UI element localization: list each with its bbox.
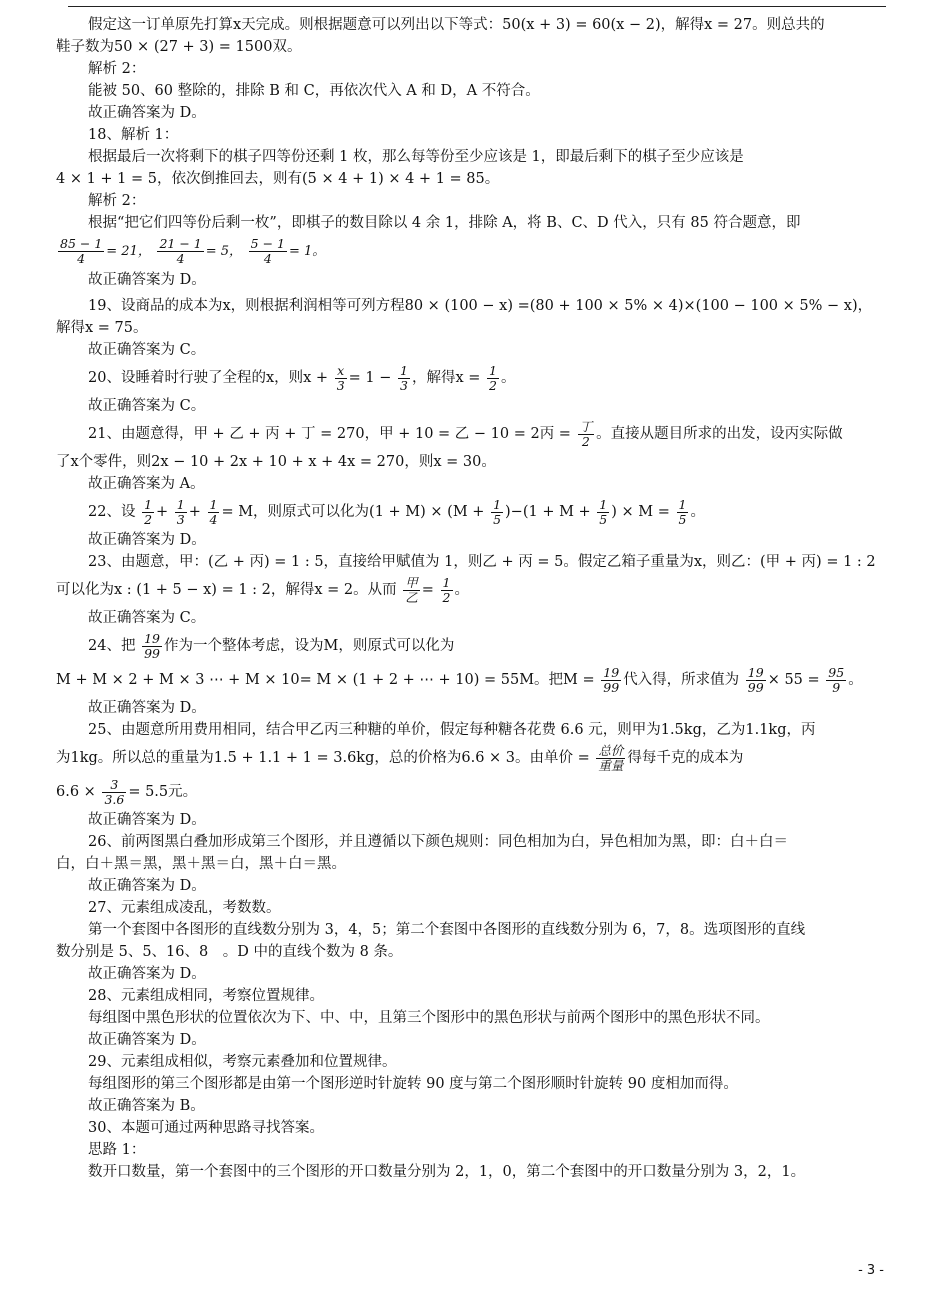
text-line: 每组图中黑色形状的位置依次为下、中、中，且第三个图形中的黑色形状与前两个图形中的黑色形状不同。 (88, 1010, 770, 1026)
answer-line: 故正确答案为 B。 (88, 1098, 205, 1114)
page-number: - 3 - (858, 1263, 884, 1278)
question-line: 24、把 $\frac{19}{99}$ 作为一个整体考虑，设为M，则原式可以化为 (88, 630, 455, 661)
formula-line: $\frac{85 - 1}{4}$ = 21， $\frac{21 - 1}{4}$ = 5， $\frac{5 - 1}{4}$ = 1。 (60, 235, 326, 266)
question-line: 29、元素组成相似，考察元素叠加和位置规律。 (88, 1054, 397, 1070)
fraction: $\frac{1}{2}$ (442, 574, 451, 605)
fraction: $\frac{19}{99}$ (144, 630, 160, 661)
fraction: $\frac{\text{甲}}{\text{乙}}$ (405, 574, 418, 605)
formula-line: 6.6 × $\frac{3}{3.6}$ = 5.5元。 (56, 776, 198, 807)
text-line: 解析 2： (88, 61, 146, 77)
answer-line: 故正确答案为 C。 (88, 610, 206, 626)
fraction: $\frac{1}{4}$ (209, 496, 218, 527)
question-line: 25、由题意所用费用相同，结合甲乙丙三种糖的单价，假定每种糖各花费 6.6 元，则甲为1.5kg，乙为1.1kg，丙 (88, 722, 816, 738)
header-rule (68, 6, 886, 7)
fraction: $\frac{21 - 1}{4}$ (159, 235, 202, 266)
text-line: 根据最后一次将剩下的棋子四等份还剩 1 枚，那么每等份至少应该是 1，即最后剩下的棋子至少应该是 (88, 149, 744, 165)
document-body (56, 14, 896, 1183)
answer-line: 故正确答案为 D。 (88, 812, 206, 828)
fraction: $\frac{95}{9}$ (828, 664, 845, 695)
question-heading: 18、解析 1： (88, 127, 179, 143)
formula-line: M + M × 2 + M × 3 ⋯ + M × 10= M × (1 + 2 + ⋯ + 10) = 55M。把M = $\frac{19}{99}$ 代入得，所求值为 $\frac{19}{99}$ × 55 = $\frac{95}{9}$ 。 (56, 664, 863, 695)
text-line: 白，白＋黑＝黑，黑＋黑＝白，黑＋白＝黑。 (56, 856, 346, 872)
question-line: 28、元素组成相同，考察位置规律。 (88, 988, 324, 1004)
fraction: $\frac{3}{3.6}$ (104, 776, 125, 807)
fraction: $\frac{19}{99}$ (747, 664, 764, 695)
text-line: 解析 2： (88, 193, 146, 209)
question-line: 22、设 $\frac{1}{2}$ + $\frac{1}{3}$ + $\frac{1}{4}$ = M，则原式可以化为(1 + M) × (M + $\frac{1}{5}$ )−(1 + M + $\frac{1}{5}$ ) × M = $\frac{1}{5}$ 。 (88, 496, 705, 527)
answer-line: 故正确答案为 D。 (88, 966, 206, 982)
answer-line: 故正确答案为 D。 (88, 532, 206, 548)
text-line: 数分别是 5、5、16、8 。D 中的直线个数为 8 条。 (56, 944, 403, 960)
text-line: 数开口数量，第一个套图中的三个图形的开口数量分别为 2，1，0，第二个套图中的开口数量分别为 3，2，1。 (88, 1164, 806, 1180)
fraction: $\frac{1}{5}$ (493, 496, 502, 527)
text-line: 4 × 1 + 1 = 5，依次倒推回去，则有(5 × 4 + 1) × 4 + 1 = 85。 (56, 171, 500, 187)
text-line: 第一个套图中各图形的直线数分别为 3，4，5；第二个套图中各图形的直线数分别为 6，7，8。选项图形的直线 (88, 922, 806, 938)
fraction: $\frac{1}{2}$ (144, 496, 153, 527)
fraction: $\frac{\text{丁}}{2}$ (579, 418, 593, 449)
fraction: $\frac{1}{5}$ (599, 496, 608, 527)
question-line: 20、设睡着时行驶了全程的x，则x + $\frac{x}{3}$ = 1 − $\frac{1}{3}$ ，解得x = $\frac{1}{2}$ 。 (88, 362, 516, 393)
answer-line: 故正确答案为 D。 (88, 700, 206, 716)
question-line: 19、设商品的成本为x，则根据利润相等可列方程80 × (100 − x) =(80 + 100 × 5% × 4)×(100 − 100 × 5% − x)， (88, 298, 873, 314)
text-line: 解得x = 75。 (56, 320, 148, 336)
fraction: $\frac{19}{99}$ (603, 664, 620, 695)
text-line: 为1kg。所以总的重量为1.5 + 1.1 + 1 = 3.6kg，总的价格为6.6 × 3。由单价 = $\frac{\text{总价}}{\text{重量}}$ 得每千克的成本为 (56, 742, 744, 773)
fraction: $\frac{1}{3}$ (400, 362, 408, 393)
answer-line: 故正确答案为 C。 (88, 398, 206, 414)
fraction: $\frac{85 - 1}{4}$ (60, 235, 103, 266)
answer-line: 故正确答案为 D。 (88, 878, 206, 894)
question-line: 27、元素组成凌乱，考数数。 (88, 900, 281, 916)
text-line: 每组图形的第三个图形都是由第一个图形逆时针旋转 90 度与第二个图形顺时针旋转 90 度相加而得。 (88, 1076, 738, 1092)
answer-line: 故正确答案为 D。 (88, 272, 206, 288)
fraction: $\frac{5 - 1}{4}$ (250, 235, 285, 266)
text-line: 鞋子数为50 × (27 + 3) = 1500双。 (56, 39, 302, 55)
text-line: 可以化为x : (1 + 5 − x) = 1 : 2，解得x = 2。从而 $\frac{\text{甲}}{\text{乙}}$ = $\frac{1}{2}$ 。 (56, 574, 469, 605)
fraction: $\frac{\text{总价}}{\text{重量}}$ (598, 742, 624, 773)
question-line: 30、本题可通过两种思路寻找答案。 (88, 1120, 324, 1136)
fraction: $\frac{1}{5}$ (678, 496, 687, 527)
answer-line: 故正确答案为 D。 (88, 1032, 206, 1048)
text-line: 能被 50、60 整除的，排除 B 和 C，再依次代入 A 和 D，A 不符合。 (88, 83, 540, 99)
fraction: $\frac{1}{3}$ (176, 496, 185, 527)
answer-line: 故正确答案为 D。 (88, 105, 206, 121)
question-line: 26、前两图黑白叠加形成第三个图形，并且遵循以下颜色规则：同色相加为白，异色相加为黑，即：白＋白＝ (88, 834, 788, 850)
text-line: 假定这一订单原先打算x天完成。则根据题意可以列出以下等式：50(x + 3) = 60(x − 2)，解得x = 27。则总共的 (88, 17, 825, 33)
answer-line: 故正确答案为 A。 (88, 476, 205, 492)
question-line: 21、由题意得，甲 + 乙 + 丙 + 丁 = 270，甲 + 10 = 乙 − 10 = 2丙 = $\frac{\text{丁}}{2}$ 。直接从题目所求的出发，设丙实际做 (88, 418, 843, 449)
fraction: $\frac{1}{2}$ (489, 362, 497, 393)
text-line: 思路 1： (88, 1142, 146, 1158)
answer-line: 故正确答案为 C。 (88, 342, 206, 358)
fraction: $\frac{x}{3}$ (336, 362, 345, 393)
text-line: 了x个零件，则2x − 10 + 2x + 10 + x + 4x = 270，则x = 30。 (56, 454, 496, 470)
question-line: 23、由题意，甲：(乙 + 丙) = 1 : 5，直接给甲赋值为 1，则乙 + 丙 = 5。假定乙箱子重量为x，则乙：(甲 + 丙) = 1 : 2 (88, 554, 876, 570)
text-line: 根据“把它们四等份后剩一枚”，即棋子的数目除以 4 余 1，排除 A，将 B、C、D 代入，只有 85 符合题意，即 (88, 215, 801, 231)
